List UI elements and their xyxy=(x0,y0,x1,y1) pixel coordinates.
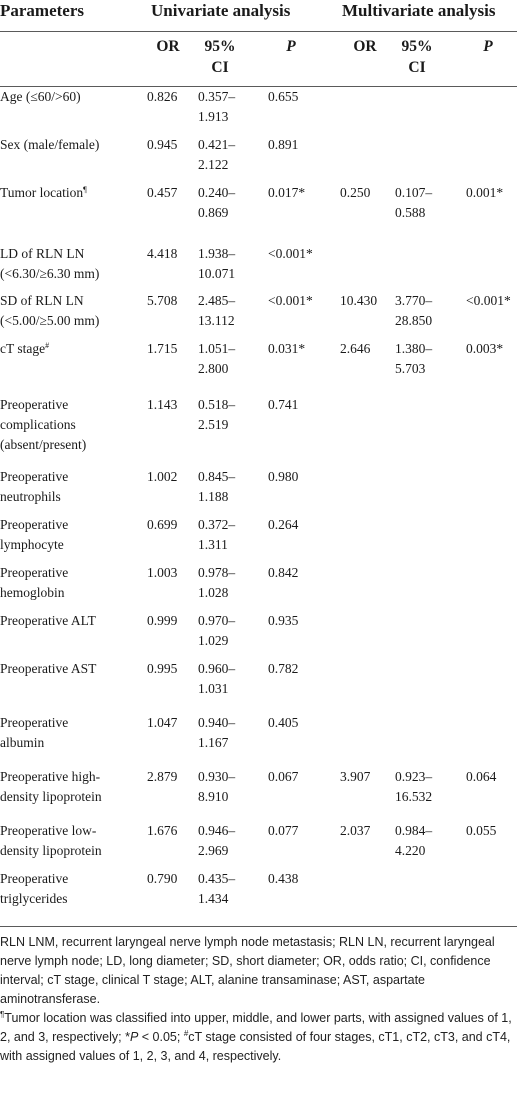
table-header-row xyxy=(0,0,517,32)
subheader-p-multi: P xyxy=(483,38,493,55)
cell-parameter: Preoperative lymphocyte xyxy=(0,517,69,552)
cell-ci2 xyxy=(395,244,453,264)
cell-or1: 5.708 xyxy=(147,293,178,308)
table-row xyxy=(0,515,517,563)
cell-p1: 0.405 xyxy=(268,715,299,730)
table-row xyxy=(0,467,517,515)
table-row xyxy=(0,611,517,659)
header-parameters: Parameters xyxy=(0,1,85,20)
table-row xyxy=(0,339,517,395)
cell-or1: 1.676 xyxy=(147,823,178,838)
cell-parameter: Sex (male/female) xyxy=(0,137,100,152)
table-row xyxy=(0,395,517,467)
cell-p1: 0.077 xyxy=(268,823,299,838)
cell-p1: 0.842 xyxy=(268,565,299,580)
header-univariate: Univariate analysis xyxy=(151,1,291,20)
cell-parameter: Age (≤60/>60) xyxy=(0,89,81,104)
table-footnotes xyxy=(0,933,517,1066)
cell-ci1: 0.845– 1.188 xyxy=(198,469,236,504)
cell-ci2 xyxy=(395,869,453,889)
cell-p2: 0.003* xyxy=(466,341,504,356)
subheader-ci-uni: 95% CI xyxy=(204,38,236,76)
cell-or2: 10.430 xyxy=(340,293,378,308)
cell-or2: 3.907 xyxy=(340,769,371,784)
cell-ci2 xyxy=(395,659,453,679)
cell-or1: 4.418 xyxy=(147,246,178,261)
cell-ci1: 0.518– 2.519 xyxy=(198,397,236,432)
cell-p1: <0.001* xyxy=(268,246,313,261)
cell-p1: 0.655 xyxy=(268,89,299,104)
cell-or1: 0.790 xyxy=(147,871,178,886)
cell-p1: 0.891 xyxy=(268,137,299,152)
header-multivariate: Multivariate analysis xyxy=(342,1,496,20)
cell-ci1: 0.240– 0.869 xyxy=(198,185,236,220)
table-row xyxy=(0,767,517,821)
subheader-or-multi: OR xyxy=(353,38,377,55)
table-row xyxy=(0,183,517,244)
footnote-abbreviations: RLN LNM, recurrent laryngeal nerve lymph node metastasis; RLN LN, recurrent laryngeal nerve lymph node; LD, long diameter; SD, short diameter; OR, odds ratio; CI, confidence interval; cT stage, clinical T stage; ALT, alanine transaminase; AST, aspartate aminotransferase. xyxy=(0,935,495,1006)
cell-ci2 xyxy=(395,395,453,415)
cell-parameter: Preoperative high- density lipoprotein xyxy=(0,769,102,804)
cell-p1: 0.980 xyxy=(268,469,299,484)
cell-ci1: 0.435– 1.434 xyxy=(198,871,236,906)
cell-parameter: Preoperative AST xyxy=(0,661,97,676)
cell-parameter: Preoperative hemoglobin xyxy=(0,565,69,600)
cell-p1: <0.001* xyxy=(268,293,313,308)
cell-parameter: Preoperative low- density lipoprotein xyxy=(0,823,102,858)
table-row xyxy=(0,135,517,183)
cell-or1: 0.826 xyxy=(147,89,178,104)
table-bottom-rule xyxy=(0,926,517,927)
cell-or1: 0.999 xyxy=(147,613,178,628)
footnote-definitions: ¶Tumor location was classified into upper, middle, and lower parts, with assigned values of 1, 2, and 3, respectively; *P < 0.05; #cT stage consisted of four stages, cT1, cT2, cT3, and cT4, with assigned values of 1, 2, 3, and 4, respectively. xyxy=(0,1010,512,1063)
cell-ci2: 0.923– 16.532 xyxy=(395,769,433,804)
cell-p2: <0.001* xyxy=(466,293,511,308)
table-row xyxy=(0,821,517,869)
cell-ci2: 0.107– 0.588 xyxy=(395,185,433,220)
cell-or1: 1.047 xyxy=(147,715,178,730)
table-row xyxy=(0,869,517,921)
table-row xyxy=(0,291,517,339)
cell-ci1: 0.372– 1.311 xyxy=(198,517,236,552)
cell-ci1: 0.357– 1.913 xyxy=(198,89,236,124)
cell-or2: 0.250 xyxy=(340,185,371,200)
cell-or2: 2.037 xyxy=(340,823,371,838)
table-subheader-row xyxy=(0,32,517,87)
cell-ci2: 1.380– 5.703 xyxy=(395,341,433,376)
cell-ci2 xyxy=(395,515,453,535)
cell-p1: 0.067 xyxy=(268,769,299,784)
cell-p1: 0.782 xyxy=(268,661,299,676)
cell-or1: 2.879 xyxy=(147,769,178,784)
cell-ci2 xyxy=(395,135,453,155)
cell-or1: 1.143 xyxy=(147,397,178,412)
subheader-ci-multi: 95% CI xyxy=(401,38,433,76)
cell-ci2 xyxy=(395,611,453,631)
cell-or2: 2.646 xyxy=(340,341,371,356)
cell-ci2 xyxy=(395,563,453,583)
cell-ci1: 0.960– 1.031 xyxy=(198,661,236,696)
cell-ci1: 1.938– 10.071 xyxy=(198,246,236,281)
cell-parameter: Preoperative triglycerides xyxy=(0,871,69,906)
cell-ci2 xyxy=(395,87,453,107)
table-row xyxy=(0,244,517,291)
table-row xyxy=(0,659,517,713)
cell-ci1: 1.051– 2.800 xyxy=(198,341,236,376)
cell-ci1: 0.940– 1.167 xyxy=(198,715,236,750)
cell-or1: 0.945 xyxy=(147,137,178,152)
cell-parameter: Tumor location¶ xyxy=(0,185,87,200)
cell-ci2: 3.770– 28.850 xyxy=(395,293,433,328)
cell-parameter: Preoperative neutrophils xyxy=(0,469,69,504)
cell-ci1: 0.946– 2.969 xyxy=(198,823,236,858)
table-row xyxy=(0,87,517,135)
cell-ci1: 0.970– 1.029 xyxy=(198,613,236,648)
cell-p2: 0.055 xyxy=(466,823,497,838)
table-row xyxy=(0,713,517,767)
table-body xyxy=(0,87,517,920)
cell-ci1: 0.421– 2.122 xyxy=(198,137,236,172)
cell-p1: 0.741 xyxy=(268,397,299,412)
cell-or1: 0.699 xyxy=(147,517,178,532)
table-row xyxy=(0,563,517,611)
cell-parameter: LD of RLN LN (<6.30/≥6.30 mm) xyxy=(0,246,100,281)
cell-or1: 1.002 xyxy=(147,469,178,484)
cell-ci1: 0.978– 1.028 xyxy=(198,565,236,600)
subheader-or-uni: OR xyxy=(156,38,180,55)
cell-ci1: 0.930– 8.910 xyxy=(198,769,236,804)
cell-p1: 0.438 xyxy=(268,871,299,886)
cell-parameter: Preoperative albumin xyxy=(0,715,69,750)
cell-or1: 1.003 xyxy=(147,565,178,580)
cell-p2: 0.064 xyxy=(466,769,497,784)
cell-p1: 0.264 xyxy=(268,517,299,532)
cell-or1: 0.995 xyxy=(147,661,178,676)
cell-p1: 0.017* xyxy=(268,185,306,200)
cell-parameter: Preoperative ALT xyxy=(0,613,96,628)
cell-p2: 0.001* xyxy=(466,185,504,200)
cell-ci2 xyxy=(395,467,453,487)
cell-ci2 xyxy=(395,713,453,733)
subheader-p-uni: P xyxy=(286,38,296,55)
cell-parameter: cT stage# xyxy=(0,341,50,356)
cell-or1: 1.715 xyxy=(147,341,178,356)
cell-parameter: SD of RLN LN (<5.00/≥5.00 mm) xyxy=(0,293,100,328)
cell-p1: 0.935 xyxy=(268,613,299,628)
cell-p1: 0.031* xyxy=(268,341,306,356)
cell-ci2: 0.984– 4.220 xyxy=(395,823,433,858)
cell-parameter: Preoperative complications (absent/present) xyxy=(0,397,87,452)
cell-or1: 0.457 xyxy=(147,185,178,200)
cell-ci1: 2.485– 13.112 xyxy=(198,293,236,328)
